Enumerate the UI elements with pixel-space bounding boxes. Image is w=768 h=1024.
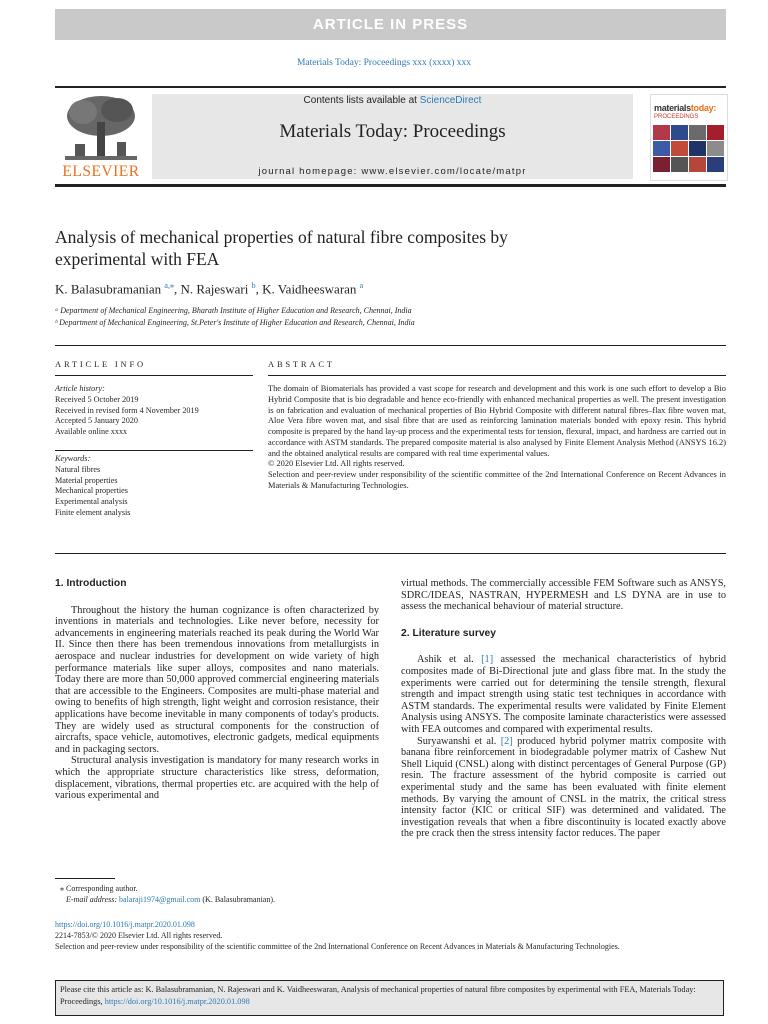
abstract-text: The domain of Biomaterials has provided a vast scope for research and development and this work is one such effort to develop a Bio Hybrid Composite that is bio degradable and hence eco-friendly with enhanced mechanical properties as well. The present investigation is on fabrication and evaluation of mechanical properties of Bio Hybrid Composite with different natural fibres–flax fibre woven mat, Aloe Vera fibre woven mat, and sisal fibre that are used as reinforcing lamination materials bonded with epoxy resin. This hybrid composite is prepared by the hand lay-up process and the experimental tests for tension, flexural, impact, and hardness are carried out in accordance with ASTM standards. The prepared composite material is also analysed by Finite Element Analysis Method (ANSYS 16.2) and the obtained analytical results are compared with real time experimental values. [268,384,726,458]
keywords-label: Keywords: [55,454,91,463]
contents-line [152,95,633,106]
literature-paragraph-2: Suryawanshi et al. [2] produced hybrid polymer matrix composite with banana fibre reinforcement in biodegradable polymer matrix of Cashew Nut Shell Liquid (CNSL) along with distinct percentages of General Purpose (GP) resin. The fracture assessment of the hybrid composite is carried out experimental study and the same has been evaluated with finite element methods. By varying the amount of CNSL in the matrix, the critical stress intensity factor (KIC or critical SIF) was determined and validated. The investigation reveals that when a fibre discontinuity is located exactly above the pre crack then the stress intensity factor reduces. The paper [401,735,726,840]
history-label: Article history: [55,384,105,393]
affiliation-a: ᵃ Department of Mechanical Engineering, Bharath Institute of Higher Education and Research, Chennai, India [55,306,412,315]
sciencedirect-link[interactable]: ScienceDirect [419,95,482,106]
intro-paragraph-2: Structural analysis investigation is mandatory for many research works in which the appropriate structure characteristics like stress, deformation, displacement, vibrations, thermal properties etc. are acquired with the help of various experimental and [55,755,379,802]
article-title [55,227,615,270]
keyword: Experimental analysis [55,497,128,507]
author-3[interactable]: K. Vaidheeswaran [262,281,357,297]
corresponding-author-note: ⁎ Corresponding author. [60,884,138,893]
reference-2-link[interactable]: [2] [500,735,513,747]
reference-1-link[interactable]: [1] [481,654,494,666]
issn-line: 2214-7853/© 2020 Elsevier Ltd. All rights reserved. [55,931,223,940]
journal-homepage[interactable]: journal homepage: www.elsevier.com/locate/matpr [258,166,527,177]
elsevier-wordmark: ELSEVIER [62,163,140,180]
abstract-copyright: © 2020 Elsevier Ltd. All rights reserved. [268,459,405,469]
article-info-heading: ARTICLE INFO [55,359,146,369]
journal-reference-link[interactable]: Materials Today: Proceedings xxx (xxxx) xxx [296,58,472,68]
article-history [55,384,199,438]
email-line [66,895,275,905]
introduction-heading: 1. Introduction [55,578,127,589]
title-line-2: experimental with FEA [55,248,220,269]
history-revised: Received in revised form 4 November 2019 [55,405,199,415]
email-label: E-mail address: [66,895,120,904]
citation-doi-link[interactable]: https://doi.org/10.1016/j.matpr.2020.01.098 [104,997,250,1006]
title-line-1: Analysis of mechanical properties of natural fibre composites by [55,227,508,247]
affiliation-b: ᵇ Department of Mechanical Engineering, St.Peter's Institute of Higher Education and Research, Chennai, India [55,318,415,327]
keyword: Mechanical properties [55,486,128,496]
cover-image-grid [653,125,725,173]
body-divider [55,553,726,554]
keyword: Material properties [55,475,118,485]
literature-paragraph-1: Ashik et al. [1] assessed the mechanical characteristics of hybrid composites made of Bi-Directional jute and glass fibre mat. In the study the experiments were carried out for determining the tensile strength, flexural strength and impact strength using static test techniques in accordance with ASTM standards. The experimental results were validated by Finite Element Analysis using ANSYS. The composite laminate characteristics were assessed with FEA outcomes and compared with experimental results. [401,654,726,735]
author-1-affil[interactable]: a,⁎ [164,281,174,290]
right-column [401,578,726,840]
keywords-block [55,454,131,519]
abstract-body [268,384,726,492]
author-2-affil[interactable]: b [251,281,256,290]
cover-title-b: today [690,103,714,113]
author-email-link[interactable]: balaraji1974@gmail.com [119,895,201,904]
citation-text: Please cite this article as: K. Balasubramanian, N. Rajeswari and K. Vaidheeswaran, Analysis of mechanical properties of natural fibre composites by experimental with FEA, Materials Today: Proceedings, [60,985,696,1006]
history-received: Received 5 October 2019 [55,394,139,404]
left-column [55,578,379,802]
abstract-rule [268,375,726,376]
email-author-name: (K. Balasubramanian). [200,895,276,904]
keyword: Finite element analysis [55,507,131,517]
article-in-press-banner: ARTICLE IN PRESS [55,9,726,40]
footnote-rule [55,878,115,879]
header-bottom-rule [55,184,726,187]
author-1[interactable]: K. Balasubramanian [55,281,162,297]
contents-prefix: Contents lists available at [303,95,417,106]
author-list: K. Balasubramanian $^{a,⁎}$, N. Rajeswari $^b$, K. Vaidheeswaran $^a$ [55,281,364,297]
keywords-rule [55,450,253,451]
section-divider [55,345,726,346]
footer-selection: Selection and peer-review under responsibility of the scientific committee of the 2nd International Conference on Recent Advances in Materials & Manufacturing Technologies. [55,942,620,951]
abstract-heading: ABSTRACT [268,359,335,369]
history-accepted: Accepted 5 January 2020 [55,416,138,426]
intro-paragraph-1: Throughout the history the human cognizance is often characterized by inventions in materials and technologies. Like never before, necessity for advancements in engineering materials reached its peak during the World War II. Since then there has been tremendous innovations from metallurgists in aerospace and nuclear industries for development on wide variety of high performance materials like super alloys, composites and nano materials. Today there are more than 50,000 approved commercial engineering materials that are accessible to the Engineers. Composites are multi-phase material and owing to benefits of high strength, light weight and corrosion resistance, their applications have become inevitable in many components of today's products. They are widely used as structural components for the construction of aircrafts, space vehicle, automotives, electronic gadgets, medical equipments and in packaging sectors. [55,604,379,755]
cover-title-a: materials [654,103,691,113]
journal-cover-thumbnail: materialstoday: PROCEEDINGS [650,94,728,181]
history-online: Available online xxxx [55,427,128,437]
journal-title: Materials Today: Proceedings [279,121,506,142]
cover-title-c: PROCEEDINGS [654,114,699,120]
author-2[interactable]: N. Rajeswari [180,281,249,297]
doi-link[interactable]: https://doi.org/10.1016/j.matpr.2020.01.098 [55,920,195,929]
author-3-affil[interactable]: a [359,281,364,290]
info-rule [55,375,253,376]
citation-box [55,980,724,1016]
virtual-methods-paragraph: virtual methods. The commercially accessible FEM Software such as ANSYS, SDRC/IDEAS, NASTRAN, HYPERMESH and LS DYNA are in use to assess the mechanical behaviour of material structure. [401,578,726,613]
literature-survey-heading: 2. Literature survey [401,627,497,639]
header-top-rule [55,86,726,88]
abstract-selection: Selection and peer-review under responsibility of the scientific committee of the 2nd International Conference on Recent Advances in Materials & Manufacturing Technologies. [268,470,726,490]
keyword: Natural fibres [55,464,101,474]
